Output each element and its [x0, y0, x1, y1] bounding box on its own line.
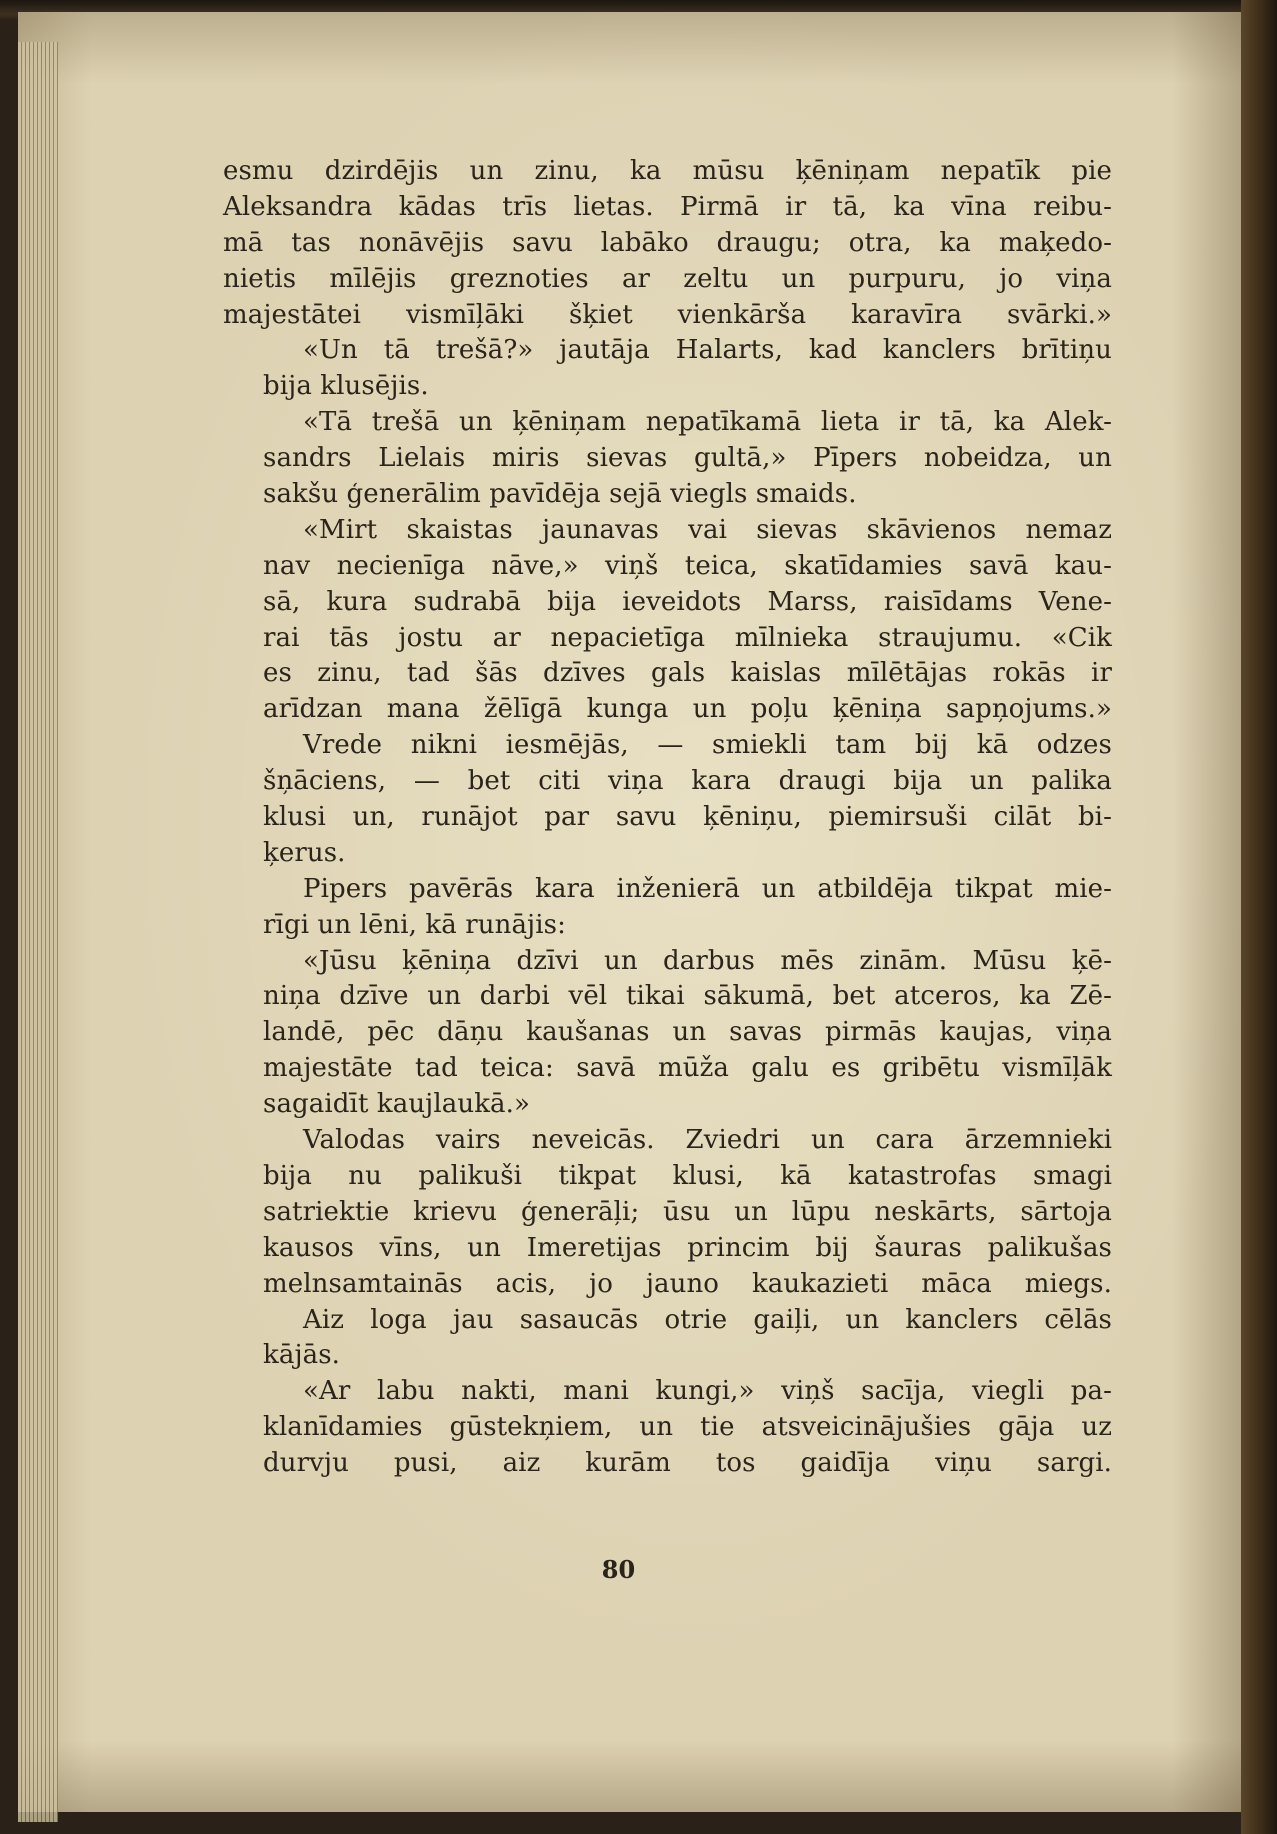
text-line: ķerus.	[263, 837, 346, 868]
text-line: majestāte tad teica: savā mūža galu es gribētu vismīļāk	[263, 1053, 1112, 1084]
text-line: esmu dzirdējis un zinu, ka mūsu ķēniņam nepatīk pie	[223, 156, 1112, 186]
text-line: majestātei vismīļāki šķiet vienkārša karavīra svārki.»	[223, 299, 1112, 330]
paragraph	[223, 1303, 1112, 1375]
text-line: satriektie krievu ģenerāļi; ūsu un lūpu neskārts, sārtoja	[263, 1196, 1112, 1227]
text-line: kājās.	[263, 1340, 341, 1371]
text-line: nietis mīlējis greznoties ar zeltu un purpuru, jo viņa	[223, 263, 1112, 294]
text-line: Aiz loga jau sasaucās otrie gaiļi, un kanclers cēlās	[303, 1304, 1112, 1335]
text-line: mā tas nonāvējis savu labāko draugu; otra, ka maķedo-	[223, 227, 1112, 258]
paragraph	[223, 1374, 1112, 1482]
paragraph	[223, 405, 1112, 513]
text-line: bija nu palikuši tikpat klusi, kā katastrofas smagi	[263, 1160, 1112, 1191]
text-line: Pipers pavērās kara inženierā un atbildēja tikpat mie-	[303, 873, 1112, 904]
text-line: sandrs Lielais miris sievas gultā,» Pīpers nobeidza, un	[263, 443, 1112, 474]
text-line: «Un tā trešā?» jautāja Halarts, kad kanclers brītiņu	[303, 335, 1112, 366]
text-line: «Tā trešā un ķēniņam nepatīkamā lieta ir tā, ka Alek-	[303, 407, 1112, 438]
text-line: nav necienīga nāve,» viņš teica, skatīdamies savā kau-	[263, 550, 1112, 581]
text-line: «Ar labu nakti, mani kungi,» viņš sacīja, viegli pa-	[303, 1376, 1112, 1407]
paragraph	[223, 872, 1112, 944]
text-line: arīdzan mana žēlīgā kunga un poļu ķēniņa sapņojums.»	[263, 694, 1112, 725]
paragraph	[223, 513, 1112, 728]
text-line: kausos vīns, un Imeretijas princim bij šauras palikušas	[263, 1232, 1112, 1263]
paragraph	[223, 1123, 1112, 1302]
text-line: niņa dzīve un darbi vēl tikai sākumā, bet atceros, ka Zē-	[263, 981, 1112, 1012]
text-line: Vrede nikni iesmējās, — smiekli tam bij kā odzes	[303, 730, 1112, 761]
text-line: Aleksandra kādas trīs lietas. Pirmā ir tā, ka vīna reibu-	[223, 191, 1112, 222]
paragraph	[223, 728, 1112, 872]
text-line: «Jūsu ķēniņa dzīvi un darbus mēs zinām. Mūsu ķē-	[303, 945, 1112, 976]
text-line: es zinu, tad šās dzīves gals kaislas mīlētājas rokās ir	[263, 658, 1112, 689]
text-line: bija klusējis.	[263, 371, 429, 402]
page-number: 80	[601, 1555, 636, 1584]
text-line: melnsamtainās acis, jo jauno kaukazieti māca miegs.	[263, 1268, 1112, 1299]
paragraph	[223, 333, 1112, 405]
text-line: sagaidīt kaujlaukā.»	[263, 1089, 531, 1120]
text-line: Valodas vairs neveicās. Zviedri un cara ārzemnieki	[303, 1125, 1112, 1156]
text-line: landē, pēc dāņu kaušanas un savas pirmās kaujas, viņa	[263, 1017, 1112, 1048]
text-line: sakšu ģenerālim pavīdēja sejā viegls smaids.	[263, 479, 857, 510]
text-line: durvju pusi, aiz kurām tos gaidīja viņu sargi.	[263, 1448, 1112, 1479]
text-line: klanīdamies gūstekņiem, un tie atsveicinājušies gāja uz	[263, 1412, 1112, 1443]
text-line: «Mirt skaistas jaunavas vai sievas skāvienos nemaz	[303, 514, 1112, 545]
paragraph	[223, 944, 1112, 1123]
text-line: rai tās jostu ar nepacietīga mīlnieka straujumu. «Cik	[263, 622, 1112, 653]
text-line: klusi un, runājot par savu ķēniņu, piemirsuši cilāt bi-	[263, 802, 1112, 833]
text-line: šņāciens, — bet citi viņa kara draugi bija un palika	[263, 766, 1112, 797]
text-line: sā, kura sudrabā bija ieveidots Marss, raisīdams Vene-	[263, 586, 1112, 617]
body-text	[223, 154, 1112, 1482]
text-line: rīgi un lēni, kā runājis:	[263, 909, 566, 940]
paragraph	[223, 154, 1112, 333]
